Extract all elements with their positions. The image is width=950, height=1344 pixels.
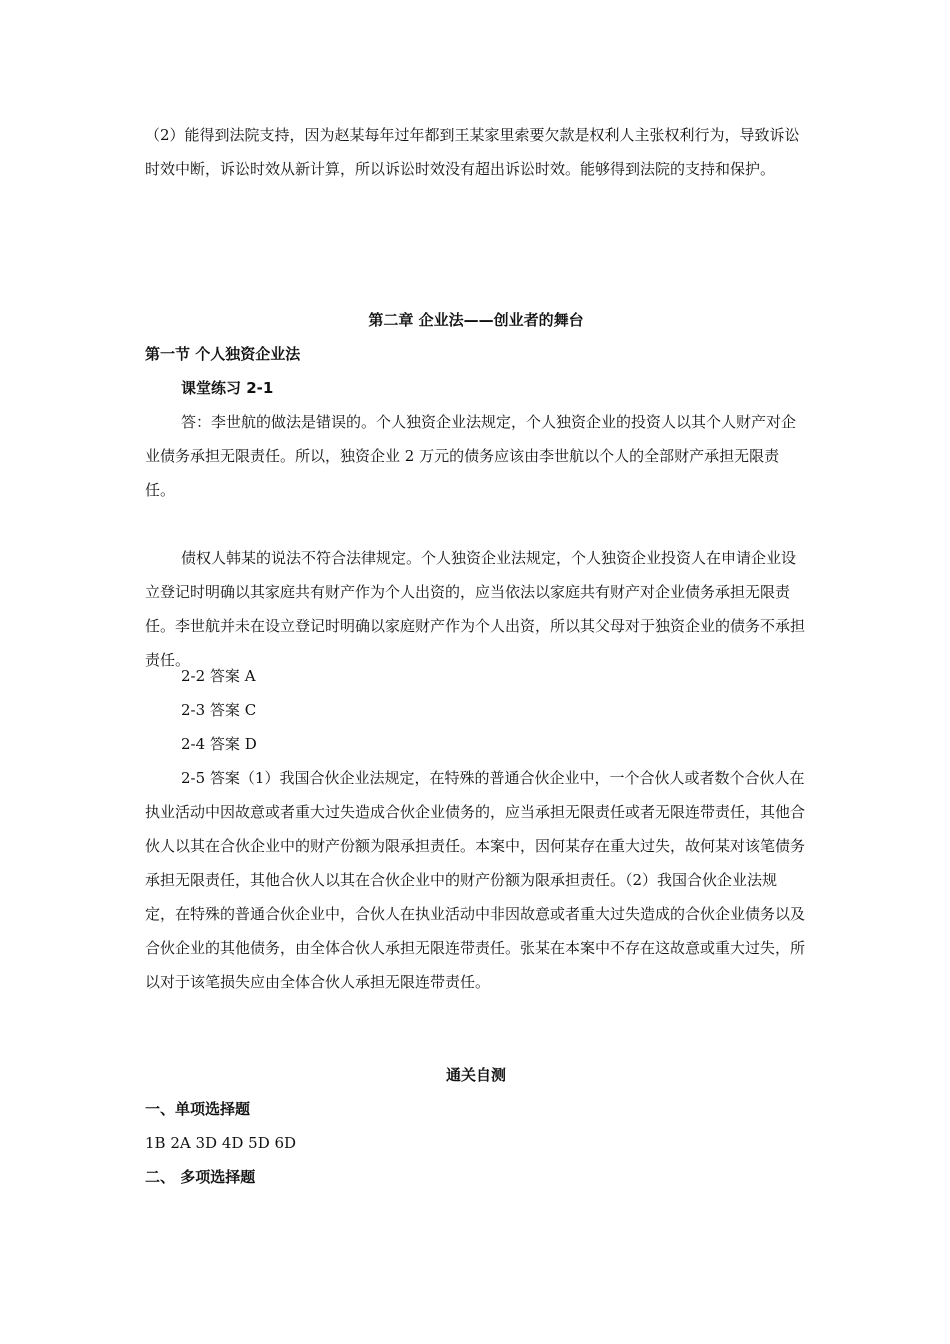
- section-title: 第一节 个人独资企业法: [145, 345, 301, 363]
- single-choice-answers: 1B 2A 3D 4D 5D 6D: [145, 1134, 297, 1152]
- answer-2-1-a: 答：李世航的做法是错误的。个人独资企业法规定，个人独资企业的投资人以其个人财产对企业债务承担无限责任。所以，独资企业 2 万元的债务应该由李世航以个人的全部财产承担无限责任。: [145, 413, 797, 499]
- single-choice-title: 一、单项选择题: [145, 1100, 251, 1118]
- multi-choice-title: 二、 多项选择题: [145, 1168, 256, 1186]
- self-test-title: 通关自测: [445, 1066, 506, 1084]
- answer-2-4: 2-4 答案 D: [181, 735, 257, 753]
- answer-2-1-b: 债权人韩某的说法不符合法律规定。个人独资企业法规定，个人独资企业投资人在申请企业设立登记时明确以其家庭共有财产作为个人出资的，应当依法以家庭共有财产对企业债务承担无限责任。李世航并未在设立登记时明确以家庭财产作为个人出资，所以其父母对于独资企业的债务不承担责任。: [145, 549, 806, 669]
- chapter-title: 第二章 企业法——创业者的舞台: [368, 311, 584, 329]
- answer-2-2: 2-2 答案 A: [181, 667, 256, 685]
- answer-2-5: 2-5 答案（1）我国合伙企业法规定，在特殊的普通合伙企业中，一个合伙人或者数个合伙人在执业活动中因故意或者重大过失造成合伙企业债务的，应当承担无限责任或者无限连带责任，其他合伙人以其在合伙企业中的财产份额为限承担责任。本案中，因何某存在重大过失，故何某对该笔债务承担无限责任，其他合伙人以其在合伙企业中的财产份额为限承担责任。（2）我国合伙企业法规定，在特殊的普通合伙企业中，合伙人在执业活动中非因故意或者重大过失造成的合伙企业债务以及合伙企业的其他债务，由全体合伙人承担无限连带责任。张某在本案中不存在这故意或重大过失，所以对于该笔损失应由全体合伙人承担无限连带责任。: [145, 769, 806, 991]
- exercise-title: 课堂练习 2-1: [181, 379, 274, 397]
- answer-2-3: 2-3 答案 C: [181, 701, 257, 719]
- paragraph-intro: （2）能得到法院支持，因为赵某每年过年都到王某家里索要欠款是权利人主张权利行为，导致诉讼时效中断，诉讼时效从新计算，所以诉讼时效没有超出诉讼时效。能够得到法院的支持和保护。: [145, 126, 800, 178]
